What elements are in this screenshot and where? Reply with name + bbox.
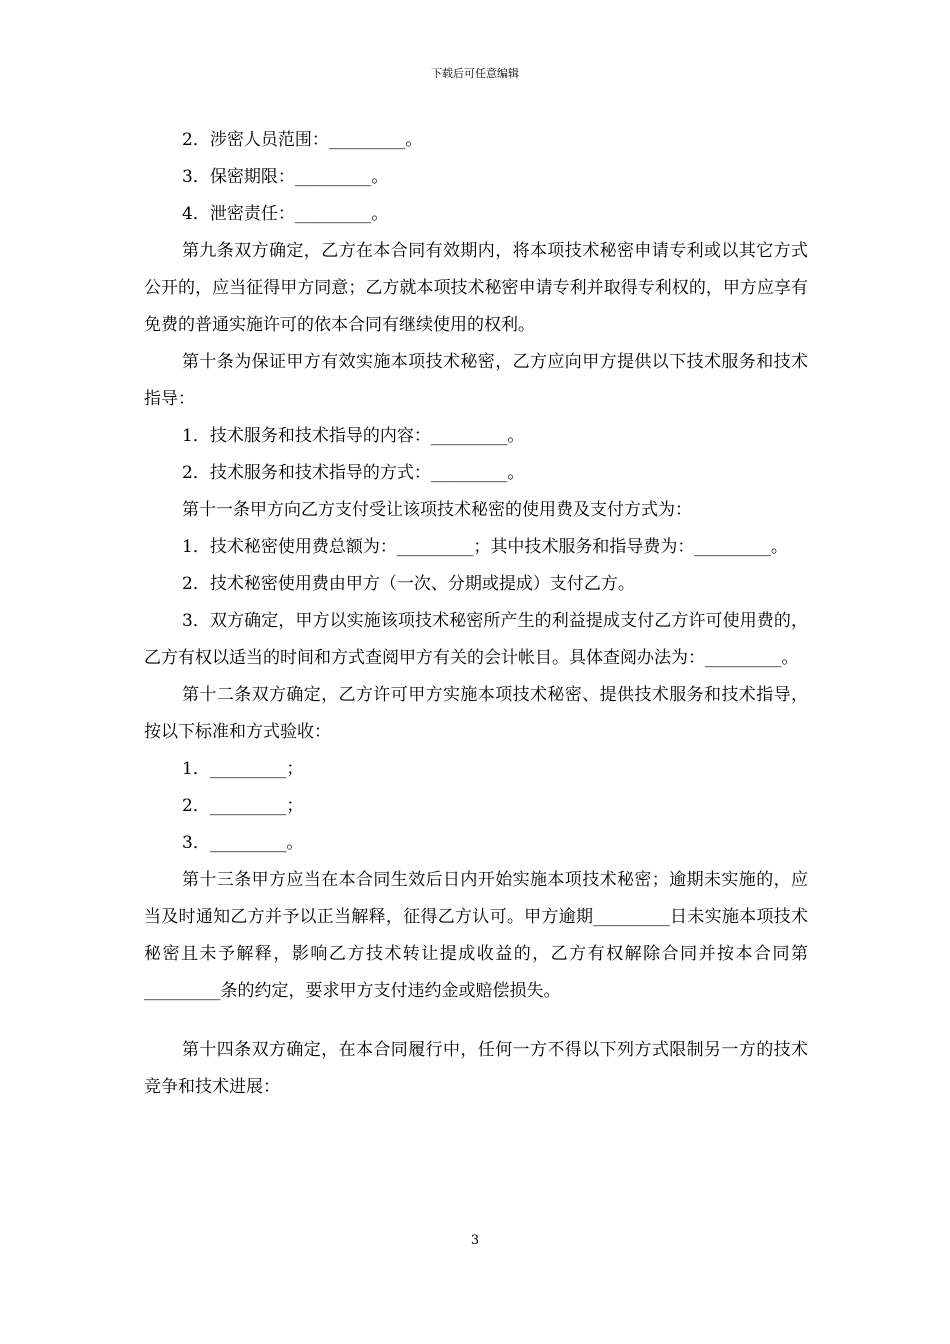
- page-header: 下载后可任意编辑: [431, 67, 519, 80]
- document-body: [144, 122, 808, 1106]
- clause-12-item-1: 1．_________；: [182, 759, 304, 779]
- clause-8-item-4: 4．泄密责任：_________。: [182, 204, 389, 224]
- clause-10: 第十条为保证甲方有效实施本项技术秘密，乙方应向甲方提供以下技术服务和技术指导：: [144, 352, 808, 409]
- clause-10-item-1: 1．技术服务和技术指导的内容：_________。: [182, 426, 525, 446]
- clause-13: 第十三条甲方应当在本合同生效后日内开始实施本项技术秘密；逾期未实施的，应当及时通知乙方并予以正当解释，征得乙方认可。甲方逾期_________日未实施本项技术秘密且未予解释，影响乙方技术转让提成收益的，乙方有权解除合同并按本合同第_________条的约定，要求甲方支付违约金或赔偿损失。: [144, 870, 808, 1001]
- clause-12-item-2: 2．_________；: [182, 796, 304, 816]
- clause-12-item-3: 3．_________。: [182, 833, 304, 853]
- clause-11: 第十一条甲方向乙方支付受让该项技术秘密的使用费及支付方式为：: [182, 500, 692, 520]
- clause-9: 第九条双方确定，乙方在本合同有效期内，将本项技术秘密申请专利或以其它方式公开的，应当征得甲方同意；乙方就本项技术秘密申请专利并取得专利权的，甲方应享有免费的普通实施许可的依本合同有继续使用的权利。: [144, 241, 808, 335]
- paragraph-gap: [144, 1010, 808, 1032]
- clause-11-item-1: 1．技术秘密使用费总额为：_________；其中技术服务和指导费为：_________。: [182, 537, 788, 557]
- clause-10-item-2: 2．技术服务和技术指导的方式：_________。: [182, 463, 525, 483]
- clause-8-item-3: 3．保密期限：_________。: [182, 167, 389, 187]
- clause-11-item-3: 3．双方确定，甲方以实施该项技术秘密所产生的利益提成支付乙方许可使用费的，乙方有权以适当的时间和方式查阅甲方有关的会计帐目。具体查阅办法为：_________。: [144, 611, 808, 668]
- clause-11-item-2: 2．技术秘密使用费由甲方（一次、分期或提成）支付乙方。: [182, 574, 635, 594]
- clause-14: 第十四条双方确定，在本合同履行中，任何一方不得以下列方式限制另一方的技术竞争和技术进展：: [144, 1040, 808, 1097]
- page-number: 3: [470, 1233, 480, 1248]
- clause-12: 第十二条双方确定，乙方许可甲方实施本项技术秘密、提供技术服务和技术指导，按以下标准和方式验收：: [144, 685, 808, 742]
- clause-8-item-2: 2．涉密人员范围：_________。: [182, 130, 423, 150]
